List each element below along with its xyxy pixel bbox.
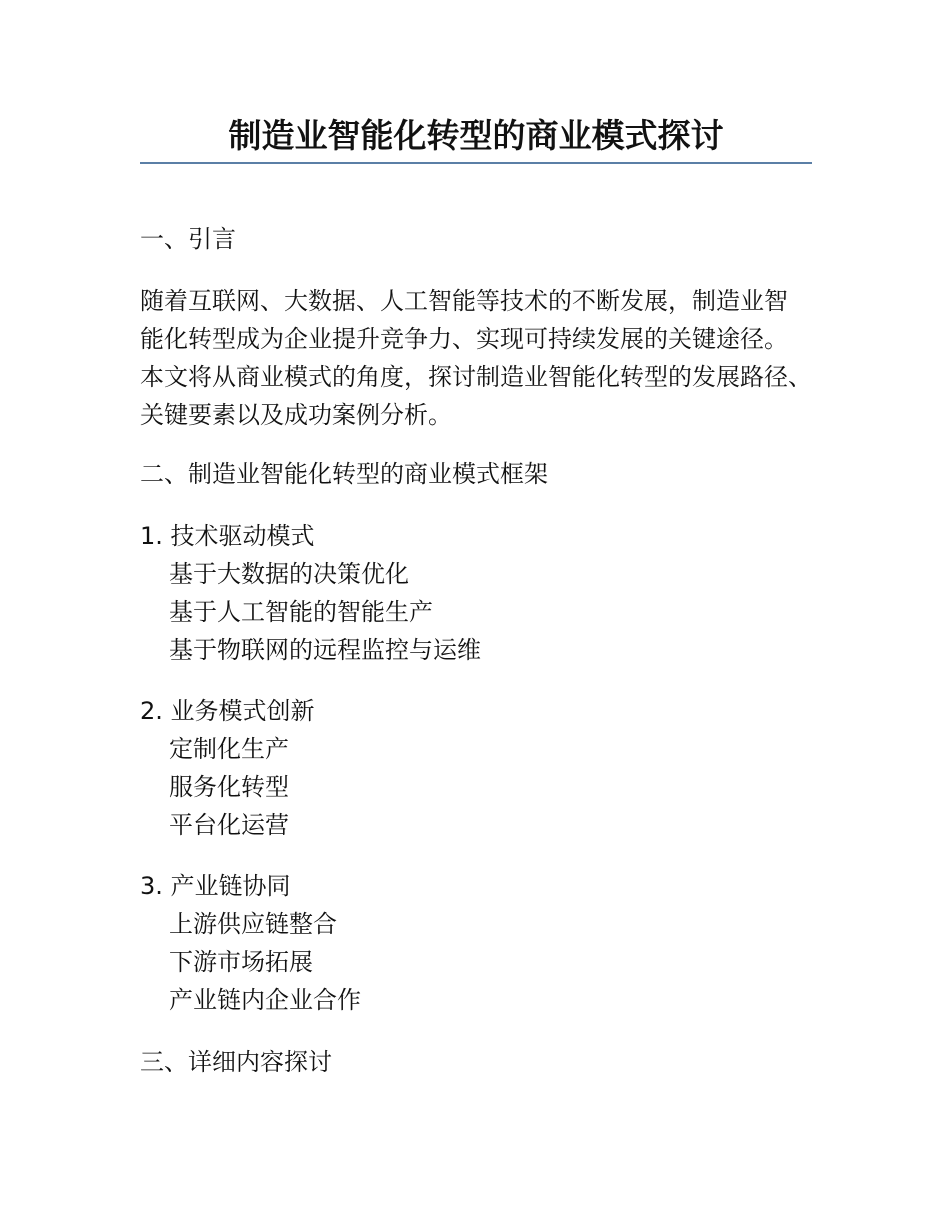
intro-line: 随着互联网、大数据、人工智能等技术的不断发展，制造业智: [140, 287, 788, 315]
intro-line: 能化转型成为企业提升竞争力、实现可持续发展的关键途径。: [140, 325, 788, 353]
section-heading-details: 三、详细内容探讨: [140, 1048, 332, 1076]
document-title: 制造业智能化转型的商业模式探讨: [228, 116, 724, 155]
intro-line: 关键要素以及成功案例分析。: [140, 401, 452, 429]
list-subitem: 上游供应链整合: [169, 910, 337, 938]
section-heading-framework: 二、制造业智能化转型的商业模式框架: [140, 460, 548, 488]
list-subitem: 下游市场拓展: [169, 948, 313, 976]
list-subitem: 产业链内企业合作: [169, 986, 361, 1014]
list-item-title: 1. 技术驱动模式: [140, 522, 315, 550]
list-subitem: 基于物联网的远程监控与运维: [169, 636, 481, 664]
list-subitem: 基于人工智能的智能生产: [169, 598, 433, 626]
intro-line: 本文将从商业模式的角度，探讨制造业智能化转型的发展路径、: [140, 363, 812, 391]
list-item-title: 2. 业务模式创新: [140, 697, 315, 725]
list-subitem: 定制化生产: [169, 735, 289, 763]
list-item: [140, 867, 361, 1019]
framework-list-2: [140, 692, 315, 844]
list-subitem: 基于大数据的决策优化: [169, 560, 409, 588]
list-item: [140, 692, 315, 844]
list-subitem: 平台化运营: [169, 811, 289, 839]
list-item: [140, 517, 481, 669]
title-underline: [140, 162, 812, 164]
list-subitem: 服务化转型: [169, 773, 289, 801]
intro-paragraph: [140, 282, 830, 434]
section-heading-intro: 一、引言: [140, 225, 236, 253]
framework-list-1: [140, 517, 481, 669]
framework-list-3: [140, 867, 361, 1019]
list-item-title: 3. 产业链协同: [140, 872, 291, 900]
